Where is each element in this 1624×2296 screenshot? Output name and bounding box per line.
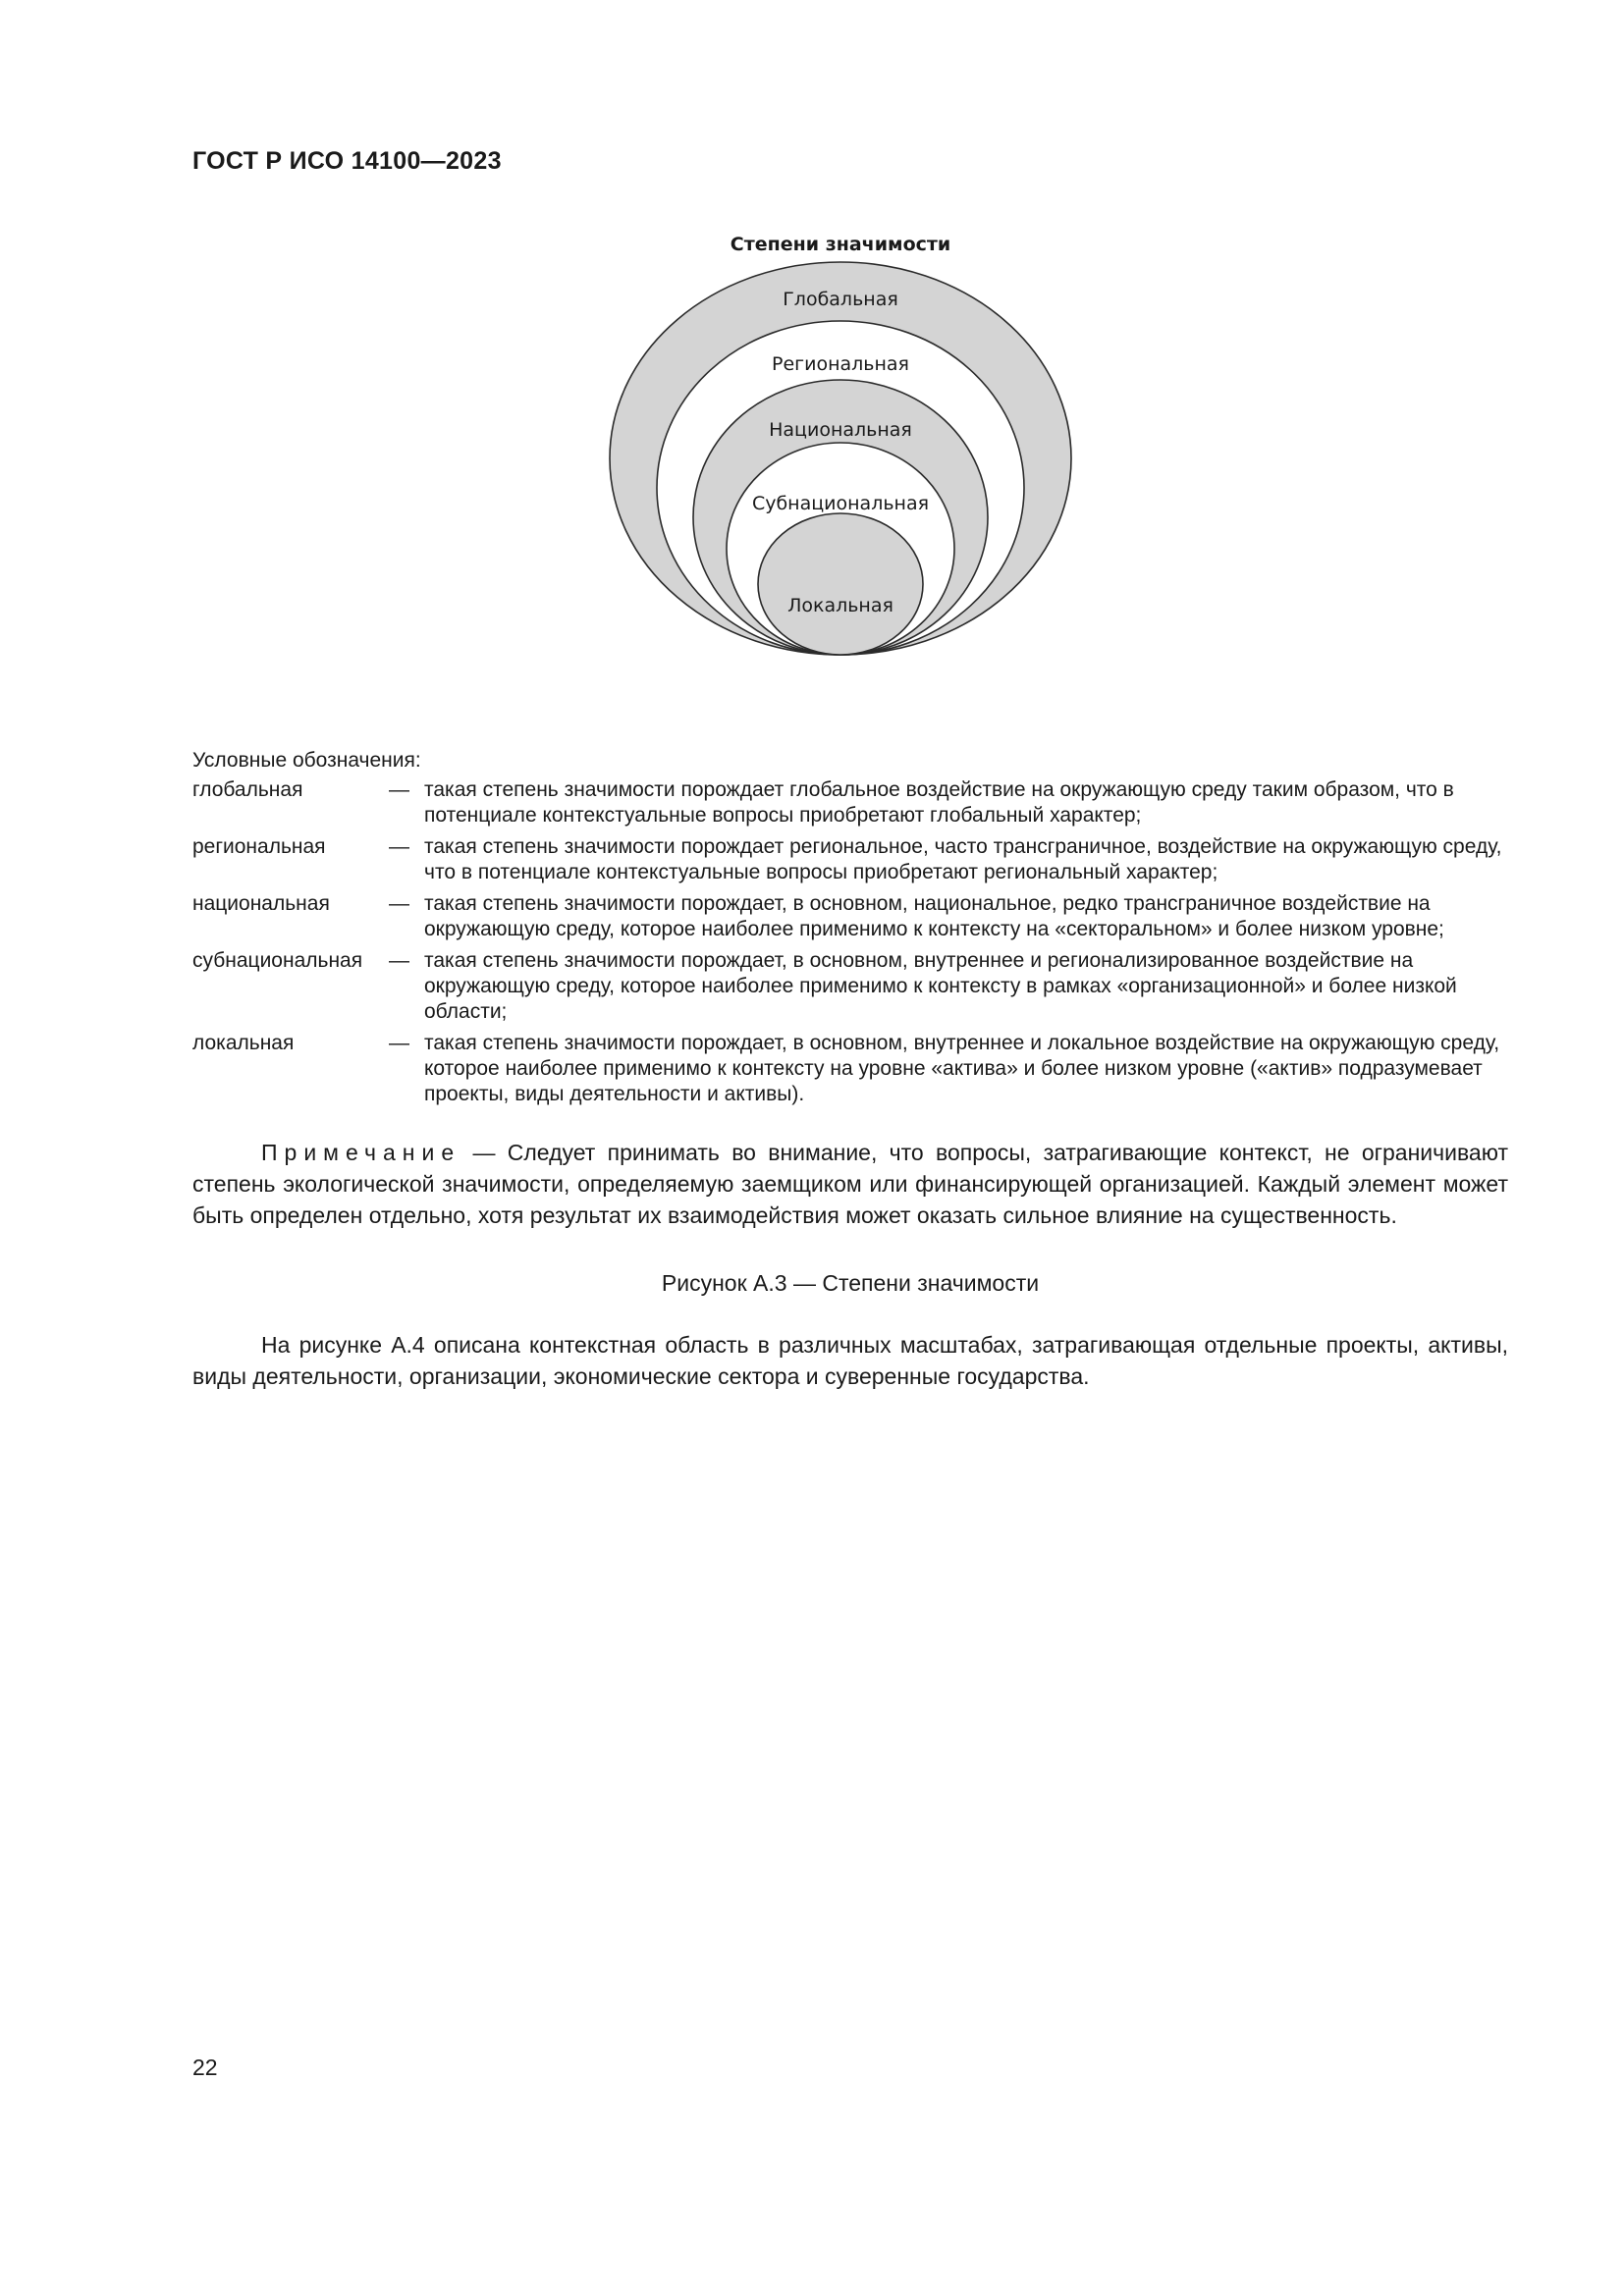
legend-term: региональная bbox=[192, 835, 326, 858]
significance-figure bbox=[0, 216, 1624, 707]
ring-label-subnational: Субнациональная bbox=[751, 493, 930, 514]
page-number: 22 bbox=[192, 2055, 218, 2080]
legend-dash: — bbox=[389, 892, 409, 915]
legend-dash: — bbox=[389, 835, 409, 858]
legend-term: локальная bbox=[192, 1032, 295, 1054]
legend-term: национальная bbox=[192, 892, 330, 915]
body-paragraph: На рисунке А.4 описана контекстная область в различных масштабах, затрагивающая отдельные проекты, активы, виды деятельности, организации, экономические сектора и суверенные государства. bbox=[192, 1332, 1508, 1389]
ring-label-national: Национальная bbox=[769, 419, 912, 441]
figure-caption: Рисунок А.3 — Степени значимости bbox=[661, 1270, 1040, 1296]
ring-local bbox=[758, 513, 923, 655]
legend-item-local bbox=[192, 1031, 1508, 1107]
legend-dash: — bbox=[389, 1032, 409, 1054]
note-text: — Следует принимать во внимание, что вопросы, затрагивающие контекст, не ограничивают степень экологической значимости, определяемую заемщиком или финансирующей организацией. Каждый элемент может быть определен отдельно, хотя результат их взаимодействия может оказать сильное влияние на существенность. bbox=[192, 1140, 1508, 1228]
document-header: ГОСТ Р ИСО 14100—2023 bbox=[192, 147, 502, 175]
legend bbox=[192, 748, 1508, 1113]
legend-description: такая степень значимости порождает, в основном, национальное, редко трансграничное воздействие на окружающую среду, которое наиболее применимо к контексту на «секторальном» и более низком уровне; bbox=[424, 892, 1444, 940]
note bbox=[192, 1137, 1508, 1231]
legend-item-subnational bbox=[192, 948, 1508, 1025]
legend-term: глобальная bbox=[192, 778, 303, 801]
legend-description: такая степень значимости порождает, в основном, внутреннее и локальное воздействие на окружающую среду, которое наиболее применимо к контексту на уровне «актива» и более низком уровне («актив» подразумевает проекты, виды деятельности и активы). bbox=[424, 1032, 1500, 1105]
nested-circles-diagram bbox=[0, 216, 1624, 707]
legend-term: субнациональная bbox=[192, 949, 363, 972]
figure-title: Степени значимости bbox=[730, 234, 951, 255]
ring-label-global: Глобальная bbox=[783, 289, 898, 310]
legend-description: такая степень значимости порождает глобальное воздействие на окружающую среду таким образом, что в потенциале контекстуальные вопросы приобретают глобальный характер; bbox=[424, 778, 1454, 827]
legend-item-regional bbox=[192, 834, 1508, 885]
ring-label-local: Локальная bbox=[787, 595, 893, 616]
legend-title: Условные обозначения: bbox=[192, 749, 421, 772]
ring-label-regional: Региональная bbox=[771, 353, 910, 375]
legend-item-global bbox=[192, 777, 1508, 828]
legend-item-national bbox=[192, 891, 1508, 942]
legend-dash: — bbox=[389, 778, 409, 801]
note-label: Примечание bbox=[261, 1140, 461, 1165]
legend-description: такая степень значимости порождает, в основном, внутреннее и регионализированное воздействие на окружающую среду, которое наиболее применимо к контексту в рамках «организационной» и более низкой области; bbox=[424, 949, 1457, 1023]
legend-description: такая степень значимости порождает региональное, часто трансграничное, воздействие на окружающую среду, что в потенциале контекстуальные вопросы приобретают региональный характер; bbox=[424, 835, 1502, 883]
legend-dash: — bbox=[389, 949, 409, 972]
